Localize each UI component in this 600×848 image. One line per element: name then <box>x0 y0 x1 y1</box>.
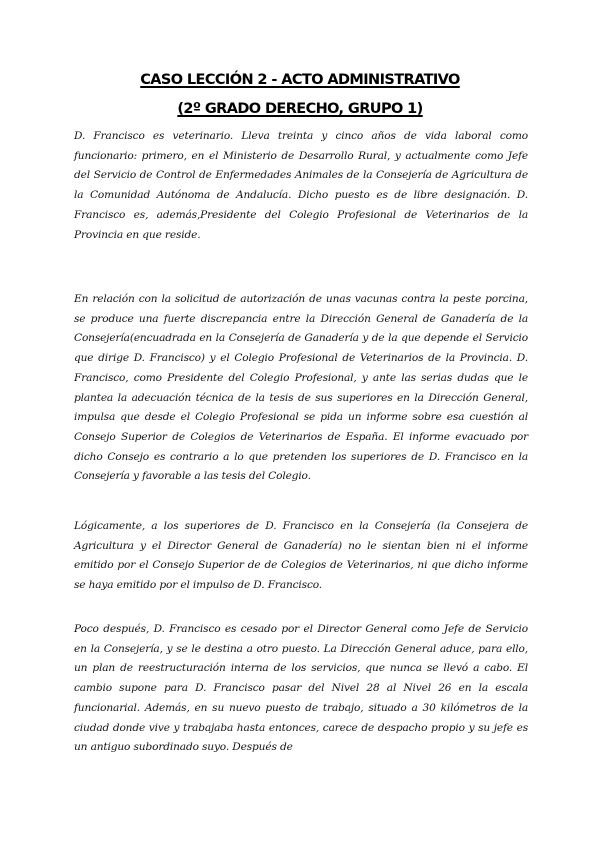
document-title: CASO LECCIÓN 2 - ACTO ADMINISTRATIVO <box>140 72 460 88</box>
paragraph-3: Lógicamente, a los superiores de D. Francisco en la Consejería (la Consejera de Agricultura y el Director General de Ganadería) no le sientan bien ni el informe emitido por el Consejo Superior de de Colegios de Veterinarios, ni que dicho informe se haya emitido por el impulso de D. Francisco. <box>74 520 528 592</box>
document-subtitle: (2º GRADO DERECHO, GRUPO 1) <box>177 101 423 117</box>
paragraph-4: Poco después, D. Francisco es cesado por el Director General como Jefe de Servicio en la Consejería, y se le destina a otro puesto. La Dirección General aduce, para ello, un plan de reestructuración interna de los servicios, que nunca se llevó a cabo. El cambio supone para D. Francisco pasar del Nivel 28 al Nivel 26 en la escala funcionarial. Además, en su nuevo puesto de trabajo, situado a 30 kilómetros de la ciudad donde vive y trabajaba hasta entonces, carece de despacho propio y su jefe es un antiguo subordinado suyo. Después de <box>74 623 528 754</box>
paragraph-1: D. Francisco es veterinario. Lleva treinta y cinco años de vida laboral como funcionario: primero, en el Ministerio de Desarrollo Rural, y actualmente como Jefe del Servicio de Control de Enfermedades Animales de la Consejería de Agricultura de la Comunidad Autónoma de Andalucía. Dicho puesto es de libre designación. D. Francisco es, además,Presidente del Colegio Profesional de Veterinarios de la Provincia en que reside. <box>74 130 528 241</box>
paragraph-2: En relación con la solicitud de autorización de unas vacunas contra la peste porcina, se produce una fuerte discrepancia entre la Dirección General de Ganadería de la Consejería(encuadrada en la Consejería de Ganadería y de la que depende el Servicio que dirige D. Francisco) y el Colegio Profesional de Veterinarios de la Provincia. D. Francisco, como Presidente del Colegio Profesional, y ante las serias dudas que le plantea la adecuación técnica de la tesis de sus superiores en la Dirección General, impulsa que desde el Colegio Profesional se pida un informe sobre esa cuestión al Consejo Superior de Colegios de Veterinarios de España. El informe evacuado por dicho Consejo es contrario a lo que pretenden los superiores de D. Francisco en la Consejería y favorable a las tesis del Colegio. <box>74 293 528 483</box>
